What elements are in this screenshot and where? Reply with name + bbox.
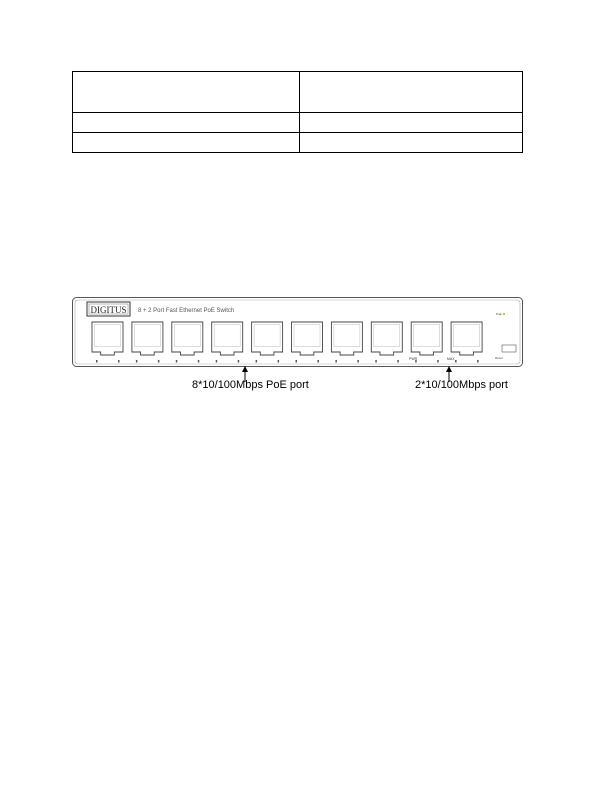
poe-port-callout: 8*10/100Mbps PoE port <box>192 379 309 391</box>
model-label: 8 + 2 Port Fast Ethernet PoE Switch <box>138 308 235 314</box>
uplink-port-callout: 2*10/100Mbps port <box>415 379 508 391</box>
power-led-label: PoE <box>496 312 502 316</box>
reset-label: Reset <box>495 356 503 360</box>
pwr-label: PWR <box>409 357 418 361</box>
brand-text: DIGITUS <box>90 305 127 315</box>
max-label: MAX <box>447 357 455 361</box>
